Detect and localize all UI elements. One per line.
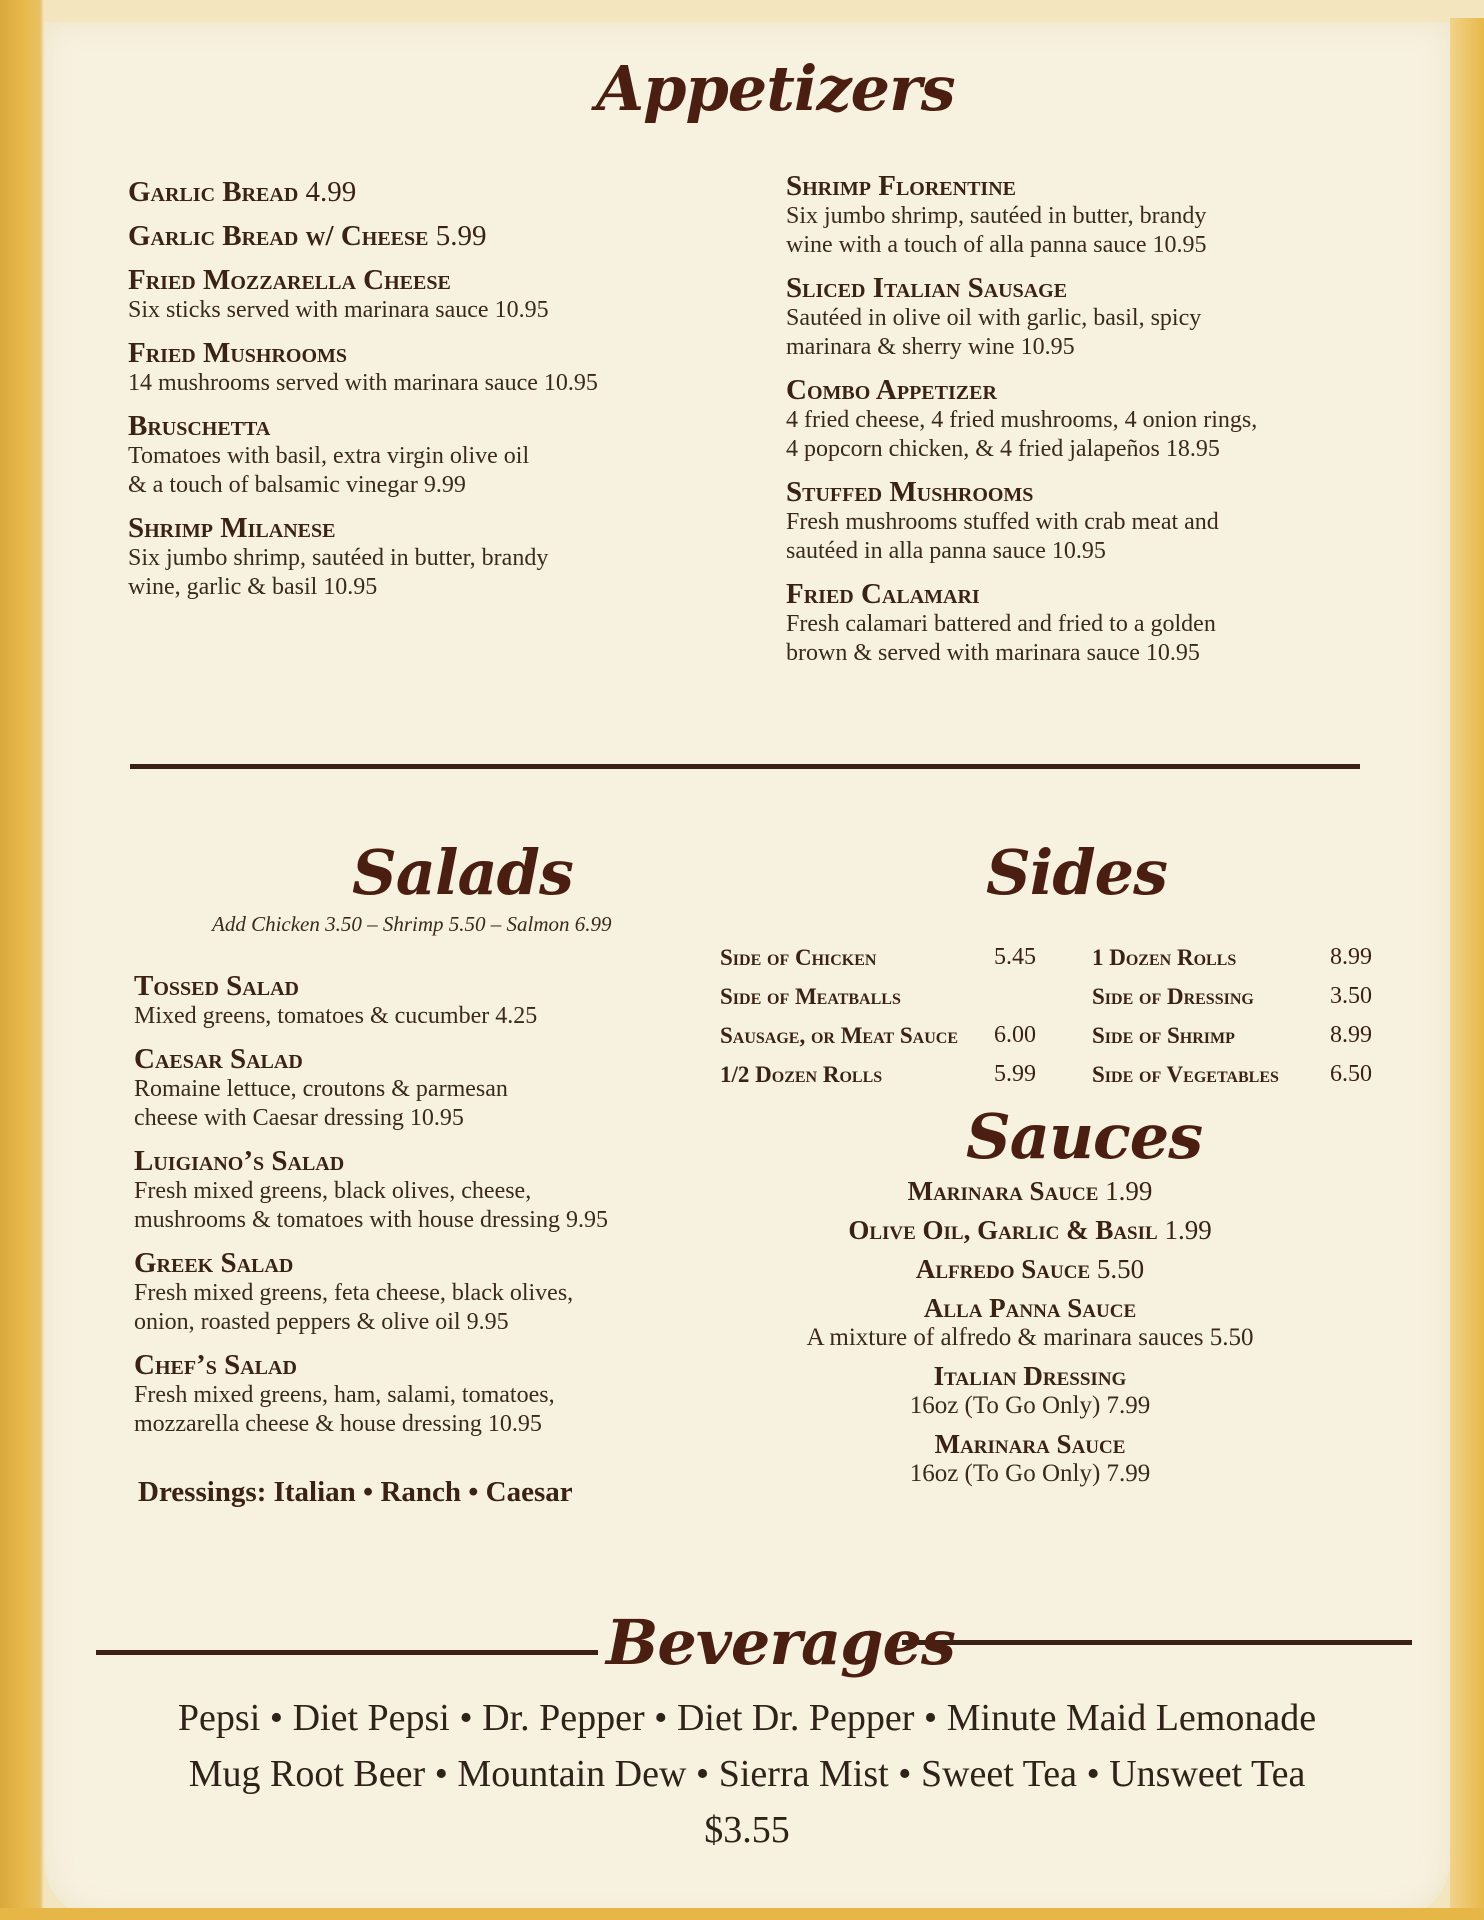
side-price: 5.45 — [994, 944, 1036, 970]
item-description: Mixed greens, tomatoes & cucumber 4.25 — [134, 1003, 538, 1029]
appetizers-left-column — [128, 176, 748, 614]
item-description: Fresh mushrooms stuffed with crab meat and sautéed in alla panna sauce 10.95 — [786, 509, 1219, 564]
sauce-price: 1.99 — [1105, 1176, 1153, 1206]
item-name-line — [786, 578, 1406, 610]
sauce-name: Alla Panna Sauce — [923, 1293, 1137, 1323]
sauce-description: 16oz (To Go Only) 7.99 — [909, 1392, 1151, 1419]
side-name: 1 Dozen Rolls — [1092, 944, 1237, 970]
item-name-line — [128, 220, 748, 252]
side-price: 3.50 — [1330, 983, 1372, 1009]
item-price: 4.99 — [305, 176, 357, 208]
item-price: 5.99 — [435, 220, 487, 252]
item-name: Tossed Salad — [134, 970, 299, 1002]
item-name-line — [134, 1043, 694, 1075]
item-description: Six sticks served with marinara sauce 10.95 — [128, 297, 549, 323]
sauce-name-line — [770, 1361, 1290, 1391]
side-item — [720, 977, 1050, 1016]
item-name-line — [128, 337, 748, 369]
side-price: 6.50 — [1330, 1061, 1372, 1087]
item-name: Fried Mozzarella Cheese — [128, 264, 451, 296]
sauce-description: 16oz (To Go Only) 7.99 — [909, 1460, 1151, 1487]
appetizers-right-column — [786, 170, 1406, 680]
sauce-description: A mixture of alfredo & marinara sauces 5.50 — [806, 1324, 1254, 1351]
beverages-title: Beverages — [606, 1606, 955, 1679]
menu-item — [134, 1247, 694, 1337]
item-name: Shrimp Milanese — [128, 512, 336, 544]
item-name: Garlic Bread — [128, 176, 299, 208]
item-name: Luigiano’s Salad — [134, 1145, 345, 1177]
menu-item — [128, 337, 748, 398]
side-price: 8.99 — [1330, 944, 1372, 970]
item-description: Sautéed in olive oil with garlic, basil, spicy marinara & sherry wine 10.95 — [786, 305, 1202, 360]
side-name: Side of Vegetables — [1092, 1061, 1279, 1087]
menu-item — [134, 970, 694, 1031]
item-description: Romaine lettuce, croutons & parmesan cheese with Caesar dressing 10.95 — [134, 1076, 508, 1131]
sauce-name-line — [770, 1215, 1290, 1245]
item-name: Garlic Bread w/ Cheese — [128, 220, 429, 252]
item-description: Tomatoes with basil, extra virgin olive oil & a touch of balsamic vinegar 9.99 — [128, 443, 530, 498]
item-name: Sliced Italian Sausage — [786, 272, 1068, 304]
sauce-name-line — [770, 1254, 1290, 1284]
item-name-line — [786, 374, 1406, 406]
item-description: 4 fried cheese, 4 fried mushrooms, 4 onion rings, 4 popcorn chicken, & 4 fried jalapeños 18.95 — [786, 407, 1258, 462]
item-name-line — [786, 272, 1406, 304]
item-name-line — [134, 1145, 694, 1177]
item-name: Stuffed Mushrooms — [786, 476, 1034, 508]
side-name: Side of Chicken — [720, 944, 877, 970]
item-name: Caesar Salad — [134, 1043, 303, 1075]
menu-item — [128, 410, 748, 500]
side-item — [1092, 1016, 1392, 1055]
item-name: Fried Mushrooms — [128, 337, 348, 369]
sauce-price: 1.99 — [1164, 1215, 1212, 1245]
item-name: Fried Calamari — [786, 578, 980, 610]
item-name-line — [134, 1349, 694, 1381]
sauce-name: Marinara Sauce — [907, 1176, 1099, 1206]
menu-item — [134, 1145, 694, 1235]
sauce-item — [770, 1429, 1290, 1488]
side-name: Side of Meatballs — [720, 983, 901, 1009]
beverages-price: $3.55 — [704, 1809, 790, 1851]
sauce-item — [770, 1361, 1290, 1420]
sauce-name-line — [770, 1176, 1290, 1206]
side-name: Side of Shrimp — [1092, 1022, 1235, 1048]
menu-item — [786, 374, 1406, 464]
paper-bottom-edge — [0, 1908, 1484, 1920]
menu-item — [128, 220, 748, 252]
side-item — [720, 1055, 1050, 1094]
menu-item — [128, 176, 748, 208]
item-name-line — [128, 176, 748, 208]
sides-left-column — [720, 938, 1050, 1094]
salads-subtitle: Add Chicken 3.50 – Shrimp 5.50 – Salmon 6.99 — [212, 912, 612, 936]
salads-list — [134, 970, 694, 1451]
item-name: Shrimp Florentine — [786, 170, 1016, 202]
beverages-rule-right — [902, 1640, 1412, 1645]
sauce-name: Olive Oil, Garlic & Basil — [848, 1215, 1158, 1245]
sauces-list — [770, 1176, 1290, 1497]
menu-item — [786, 578, 1406, 668]
sauce-name-line — [770, 1293, 1290, 1323]
item-name: Greek Salad — [134, 1247, 294, 1279]
salads-title: Salads — [352, 836, 573, 909]
beverages-rule-left — [96, 1650, 598, 1655]
item-description: 14 mushrooms served with marinara sauce 10.95 — [128, 370, 598, 396]
item-name-line — [134, 1247, 694, 1279]
sauce-name: Italian Dressing — [933, 1361, 1127, 1391]
menu-item — [786, 272, 1406, 362]
appetizers-title: Appetizers — [596, 52, 955, 125]
side-name: Side of Dressing — [1092, 983, 1254, 1009]
menu-item — [134, 1043, 694, 1133]
dressings-line: Dressings: Italian • Ranch • Caesar — [138, 1476, 573, 1508]
section-divider — [130, 764, 1360, 769]
menu-item — [786, 170, 1406, 260]
item-name: Combo Appetizer — [786, 374, 997, 406]
sauce-name-line — [770, 1429, 1290, 1459]
sauce-name: Marinara Sauce — [934, 1429, 1126, 1459]
item-description: Six jumbo shrimp, sautéed in butter, brandy wine, garlic & basil 10.95 — [128, 545, 549, 600]
item-name-line — [128, 264, 748, 296]
menu-item — [128, 264, 748, 325]
item-name-line — [128, 512, 748, 544]
side-item — [720, 1016, 1050, 1055]
item-name-line — [134, 970, 694, 1002]
sauce-price: 5.50 — [1096, 1254, 1145, 1284]
sides-right-column — [1092, 938, 1392, 1094]
sides-title: Sides — [986, 836, 1168, 909]
side-item — [1092, 938, 1392, 977]
beverages-line-1: Pepsi • Diet Pepsi • Dr. Pepper • Diet Dr. Pepper • Minute Maid Lemonade — [177, 1697, 1317, 1739]
beverages-line-2: Mug Root Beer • Mountain Dew • Sierra Mist • Sweet Tea • Unsweet Tea — [188, 1753, 1306, 1795]
sauce-item — [770, 1215, 1290, 1245]
side-item — [1092, 1055, 1392, 1094]
paper-right-edge — [1450, 18, 1484, 1920]
sauces-title: Sauces — [966, 1100, 1203, 1173]
side-name: 1/2 Dozen Rolls — [720, 1061, 883, 1087]
side-price: 8.99 — [1330, 1022, 1372, 1048]
sauce-item — [770, 1293, 1290, 1352]
menu-item — [786, 476, 1406, 566]
sauce-name: Alfredo Sauce — [915, 1254, 1091, 1284]
item-description: Fresh mixed greens, feta cheese, black olives, onion, roasted peppers & olive oil 9.95 — [134, 1280, 574, 1335]
item-description: Fresh mixed greens, black olives, cheese, mushrooms & tomatoes with house dressing 9.95 — [134, 1178, 608, 1233]
item-name-line — [128, 410, 748, 442]
side-name: Sausage, or Meat Sauce — [720, 1022, 959, 1048]
item-name: Chef’s Salad — [134, 1349, 297, 1381]
side-price: 5.99 — [994, 1061, 1036, 1087]
side-item — [720, 938, 1050, 977]
item-description: Six jumbo shrimp, sautéed in butter, brandy wine with a touch of alla panna sauce 10.95 — [786, 203, 1207, 258]
item-name: Bruschetta — [128, 410, 271, 442]
sauce-item — [770, 1254, 1290, 1284]
menu-item — [134, 1349, 694, 1439]
side-price: 6.00 — [994, 1022, 1036, 1048]
item-description: Fresh calamari battered and fried to a golden brown & served with marinara sauce 10.95 — [786, 611, 1216, 666]
item-name-line — [786, 170, 1406, 202]
item-name-line — [786, 476, 1406, 508]
side-item — [1092, 977, 1392, 1016]
sauce-item — [770, 1176, 1290, 1206]
item-description: Fresh mixed greens, ham, salami, tomatoes, mozzarella cheese & house dressing 10.95 — [134, 1382, 555, 1437]
menu-item — [128, 512, 748, 602]
